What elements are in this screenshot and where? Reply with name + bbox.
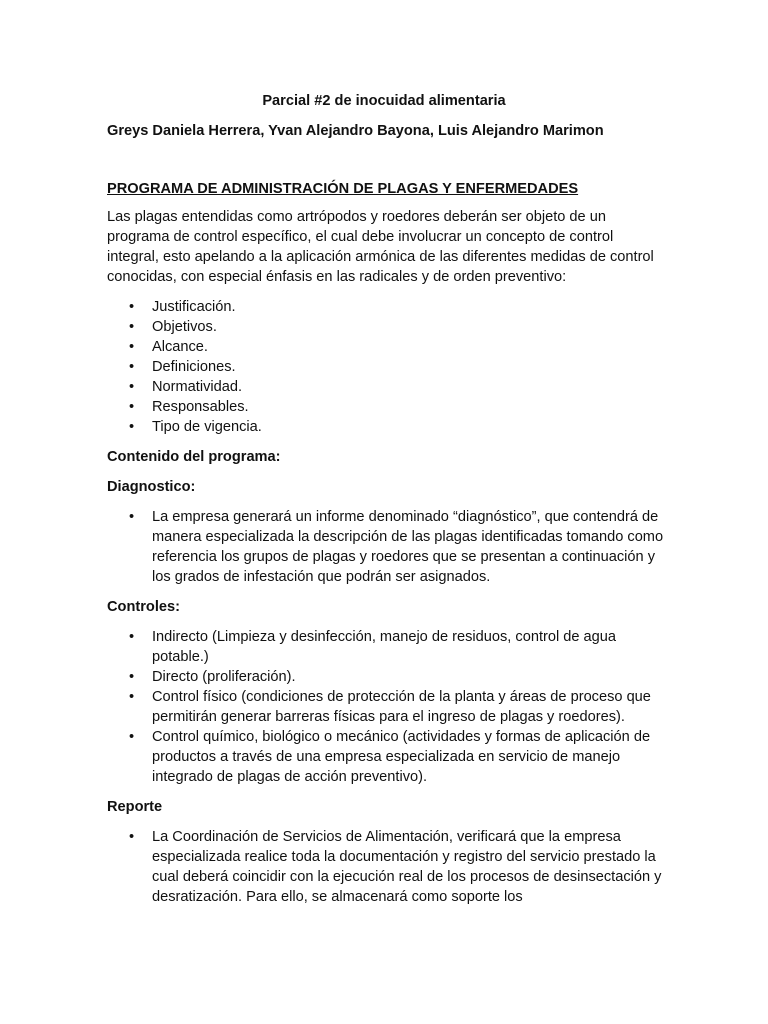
list-item: • Justificación.: [107, 297, 667, 317]
reporte-heading: Reporte: [107, 799, 163, 815]
list-item: • La Coordinación de Servicios de Alimentación, verificará que la empresa especializada realice toda la documentación y registro del servicio prestado la cual deberá coincidir con la ejecución real de los procesos de desinsectación y desratización. Para ello, se almacenará como soporte los: [107, 827, 667, 907]
document-title: Parcial #2 de inocuidad alimentaria: [262, 93, 506, 109]
list-item: • La empresa generará un informe denominado “diagnóstico”, que contendrá de manera especializada la descripción de las plagas identificadas tomando como referencia los grupos de plagas y roedores que se presentan a continuación y los grados de infestación que podrán ser asignados.: [107, 507, 667, 587]
list-item: • Normatividad.: [107, 377, 667, 397]
document-authors: Greys Daniela Herrera, Yvan Alejandro Bayona, Luis Alejandro Marimon: [107, 123, 604, 139]
list-item: • Responsables.: [107, 397, 667, 417]
section-title: PROGRAMA DE ADMINISTRACIÓN DE PLAGAS Y ENFERMEDADES: [107, 181, 579, 197]
list-item: • Tipo de vigencia.: [107, 417, 667, 437]
document-body: [107, 179, 667, 917]
controles-list: [107, 627, 667, 787]
reporte-list: [107, 827, 667, 907]
list-item: • Indirecto (Limpieza y desinfección, manejo de residuos, control de agua potable.): [107, 627, 667, 667]
list-item: • Objetivos.: [107, 317, 667, 337]
contenido-heading: Contenido del programa:: [107, 449, 281, 465]
list-item: • Alcance.: [107, 337, 667, 357]
diagnostico-heading: Diagnostico:: [107, 479, 196, 495]
diagnostico-list: [107, 507, 667, 587]
list-item: • Control físico (condiciones de protección de la planta y áreas de proceso que permitirán generar barreras físicas para el ingreso de plagas y roedores).: [107, 687, 667, 727]
controles-heading: Controles:: [107, 599, 180, 615]
intro-paragraph: Las plagas entendidas como artrópodos y roedores deberán ser objeto de un programa de control específico, el cual debe involucrar un concepto de control integral, esto apelando a la aplicación armónica de las diferentes medidas de control conocidas, con especial énfasis en las radicales y de orden preventivo:: [107, 209, 654, 285]
list-item: • Directo (proliferación).: [107, 667, 667, 687]
program-items-list: [107, 297, 667, 437]
list-item: • Control químico, biológico o mecánico (actividades y formas de aplicación de productos a través de una empresa especializada en servicio de manejo integrado de plagas de acción preventivo).: [107, 727, 667, 787]
list-item: • Definiciones.: [107, 357, 667, 377]
